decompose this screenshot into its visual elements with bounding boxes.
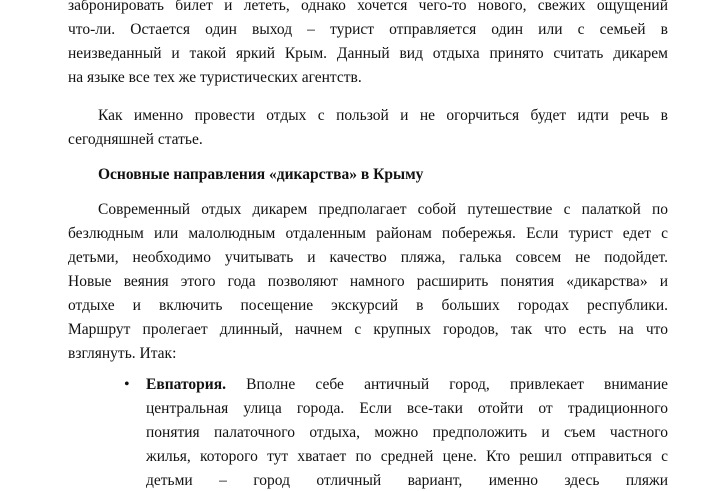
text-line: сегодняшней статье. bbox=[68, 131, 203, 148]
section-heading: Основные направления «дикарства» в Крыму bbox=[98, 166, 424, 183]
text-line: детьми, необходимо учитывать и качество пляжа, галька совсем не подойдет. bbox=[68, 249, 668, 266]
bullet-first-line bbox=[146, 375, 668, 395]
text-line: центральная улица города. Если все-таки отойти от традиционного bbox=[146, 400, 668, 417]
text-line: понятия палаточного отдыха, можно предположить и съем частного bbox=[146, 424, 668, 441]
bullet-title: Евпатория. bbox=[146, 376, 226, 393]
text-line: забронировать билет и лететь, однако хочется чего-то нового, свежих ощущений bbox=[68, 0, 668, 14]
text-line: неизведанный и такой яркий Крым. Данный вид отдыха принято считать дикарем bbox=[68, 45, 668, 62]
text-line: безлюдным или малолюдным отдаленным районам побережья. Если турист едет с bbox=[68, 225, 668, 242]
bullet-marker: • bbox=[124, 376, 130, 393]
text-line: отдыхе и включить посещение экскурсий в больших городах республики. bbox=[68, 297, 668, 314]
text-line: что-ли. Остается один выход – турист отправляется один или с семьей в bbox=[68, 21, 668, 38]
text-line: жилья, которого тут хватает по средней цене. Кто решил отправиться с bbox=[146, 448, 668, 465]
text-line: Как именно провести отдых с пользой и не огорчиться будет идти речь в bbox=[98, 107, 668, 124]
text-line: Новые веяния этого года позволяют намного расширить понятия «дикарства» и bbox=[68, 273, 668, 290]
text-line: Современный отдых дикарем предполагает собой путешествие с палаткой по bbox=[98, 201, 668, 218]
text-line: на языке все тех же туристических агентств. bbox=[68, 69, 362, 86]
bullet-first-text: Вполне себе античный город, привлекает внимание bbox=[246, 376, 668, 393]
text-line: Маршрут пролегает длинный, начнем с крупных городов, так что есть на что bbox=[68, 321, 668, 338]
text-line: взглянуть. Итак: bbox=[68, 345, 177, 362]
text-line: детьми – город отличный вариант, именно здесь пляжи bbox=[146, 472, 668, 489]
